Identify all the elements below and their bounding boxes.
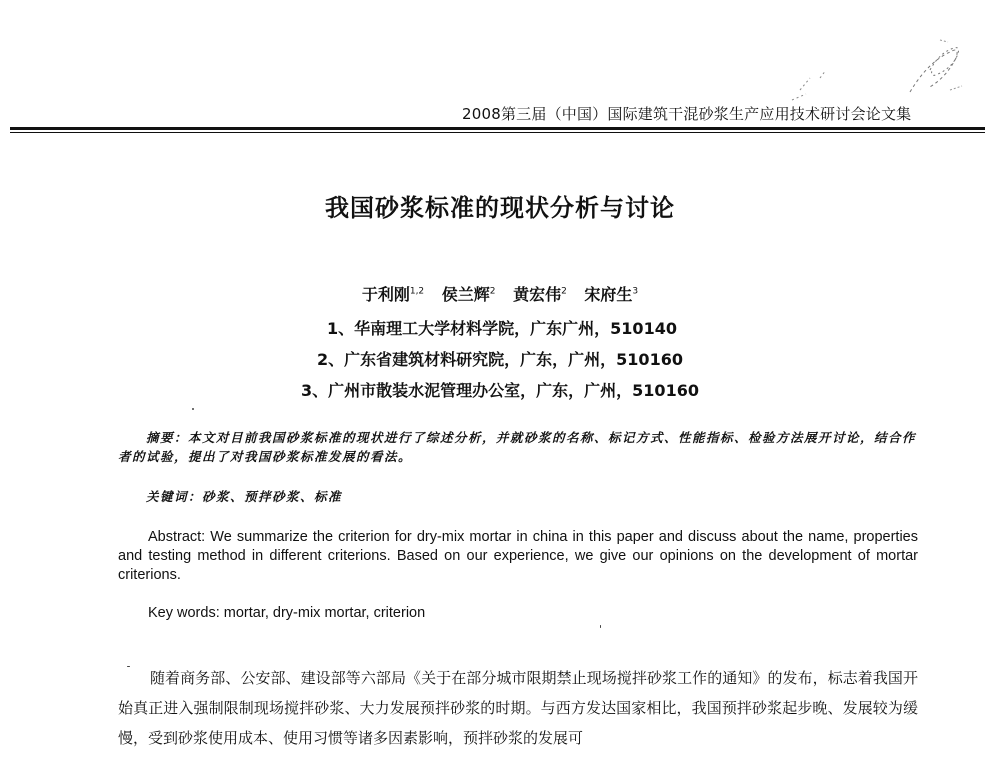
author-name: 于利刚 [361, 285, 410, 304]
body-paragraph: 随着商务部、公安部、建设部等六部局《关于在部分城市限期禁止现场搅拌砂浆工作的通知》的发布，标志着我国开始真正进入强制限制现场搅拌砂浆、大力发展预拌砂浆的时期。与西方发达国家相比，我国预拌砂浆起步晚、发展较为缓慢，受到砂浆使用成本、使用习惯等诸多因素影响，预拌砂浆的发展可 [118, 669, 918, 747]
scan-speck [600, 625, 601, 628]
author [584, 285, 638, 304]
author-affiliation-mark: 2 [489, 286, 496, 297]
author-name: 黄宏伟 [513, 285, 562, 304]
handwritten-scribble [780, 30, 980, 110]
scan-speck [192, 408, 194, 410]
author-name: 侯兰辉 [441, 285, 490, 304]
author [362, 285, 424, 304]
header-rule-thin [10, 132, 985, 133]
author-affiliation-mark: 2 [561, 286, 567, 297]
author [513, 285, 567, 304]
chinese-abstract [118, 428, 918, 466]
chinese-abstract-text: 摘要：本文对目前我国砂浆标准的现状进行了综述分析，并就砂浆的名称、标记方式、性能指标、检验方法展开讨论，结合作者的试验，提出了对我国砂浆标准发展的看法。 [118, 430, 917, 464]
author-name: 宋府生 [584, 285, 633, 304]
chinese-keywords: 关键词：砂浆、预拌砂浆、标准 [146, 489, 343, 504]
author [442, 285, 496, 304]
english-abstract: Abstract: We summarize the criterion for dry-mix mortar in china in this paper and discuss about the name, properties and testing method in different criterions. Based on our experience, we give our opinions on the development of mortar criterions. [118, 529, 918, 583]
affiliation-line: 1、华南理工大学材料学院，广东广州，510140 [327, 319, 677, 338]
author-affiliation-mark: 1,2 [409, 286, 425, 297]
paper-title: 我国砂浆标准的现状分析与讨论 [325, 194, 675, 222]
affiliation-line: 3、广州市散装水泥管理办公室，广东，广州，510160 [301, 381, 699, 400]
header-rule-thick [10, 127, 985, 130]
author-list [0, 282, 1000, 305]
author-affiliation-mark: 3 [632, 286, 639, 297]
affiliation-line: 2、广东省建筑材料研究院，广东，广州，510160 [317, 350, 683, 369]
running-header: 2008第三届（中国）国际建筑干混砂浆生产应用技术研讨会论文集 [462, 105, 912, 123]
english-keywords: Key words: mortar, dry-mix mortar, criterion [148, 605, 426, 621]
